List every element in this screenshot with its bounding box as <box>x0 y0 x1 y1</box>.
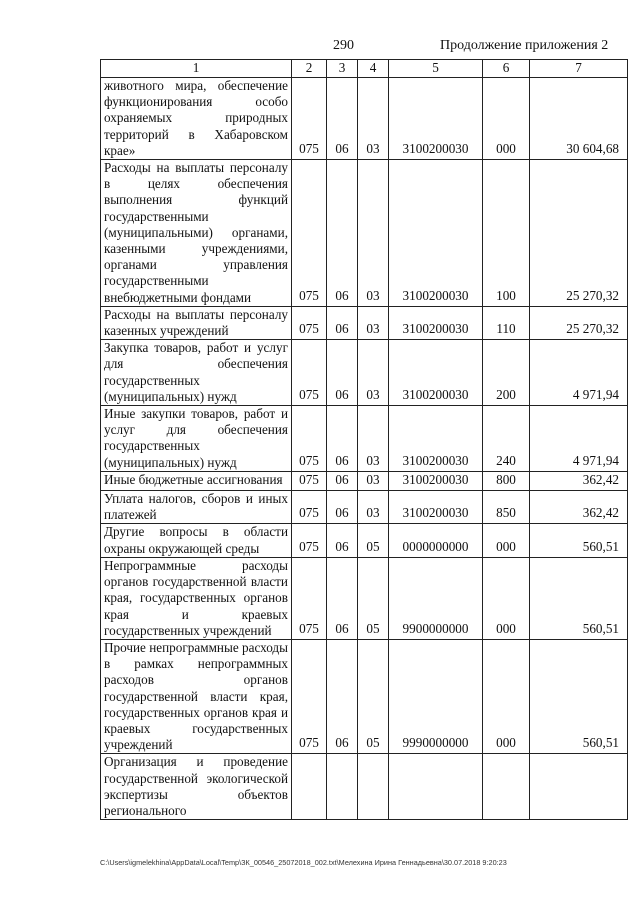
cell-subsection: 03 <box>358 471 389 490</box>
cell-section: 06 <box>327 306 358 339</box>
cell-subsection: 03 <box>358 406 389 472</box>
cell-amount: 362,42 <box>530 491 628 524</box>
cell-section: 06 <box>327 491 358 524</box>
cell-amount: 30 604,68 <box>530 78 628 160</box>
cell-expense-type: 000 <box>483 639 530 753</box>
cell-expense-type: 110 <box>483 306 530 339</box>
row-name: Организация и проведение государственной экологической экспертизы объектов регионального <box>101 754 292 820</box>
cell-amount: 560,51 <box>530 639 628 753</box>
table-row <box>101 78 628 160</box>
cell-subsection: 03 <box>358 160 389 307</box>
table-row <box>101 406 628 472</box>
table-row <box>101 160 628 307</box>
table-row <box>101 754 628 820</box>
cell-expense-type: 000 <box>483 557 530 639</box>
cell-section: 06 <box>327 340 358 406</box>
table-row <box>101 639 628 753</box>
table-header-row <box>101 60 628 78</box>
cell-ministry: 075 <box>292 406 327 472</box>
row-name: Прочие непрограммные расходы в рамках непрограммных расходов органов государственной власти края, государственных органов края и краевых государственных учреждений <box>101 639 292 753</box>
cell-expense-type: 200 <box>483 340 530 406</box>
column-header: 1 <box>101 60 292 78</box>
cell-amount: 25 270,32 <box>530 160 628 307</box>
cell-target: 3100200030 <box>389 340 483 406</box>
cell-section: 06 <box>327 639 358 753</box>
cell-target: 0000000000 <box>389 524 483 557</box>
cell-ministry: 075 <box>292 491 327 524</box>
column-header: 2 <box>292 60 327 78</box>
cell-section: 06 <box>327 471 358 490</box>
cell-ministry: 075 <box>292 557 327 639</box>
cell-target: 3100200030 <box>389 406 483 472</box>
column-header: 4 <box>358 60 389 78</box>
row-name: Иные закупки товаров, работ и услуг для обеспечения государственных (муниципальных) нужд <box>101 406 292 472</box>
column-header: 5 <box>389 60 483 78</box>
cell-ministry: 075 <box>292 524 327 557</box>
row-name: Другие вопросы в области охраны окружающей среды <box>101 524 292 557</box>
cell-ministry: 075 <box>292 340 327 406</box>
cell-ministry: 075 <box>292 471 327 490</box>
table-row <box>101 557 628 639</box>
continuation-caption: Продолжение приложения 2 <box>440 38 609 53</box>
cell-amount: 560,51 <box>530 524 628 557</box>
cell-section: 06 <box>327 78 358 160</box>
cell-section: 06 <box>327 406 358 472</box>
cell-expense-type: 800 <box>483 471 530 490</box>
cell-subsection: 05 <box>358 557 389 639</box>
cell-subsection <box>358 754 389 820</box>
table-row <box>101 471 628 490</box>
table-row <box>101 306 628 339</box>
column-header: 6 <box>483 60 530 78</box>
budget-table <box>100 59 628 820</box>
cell-section <box>327 754 358 820</box>
cell-ministry: 075 <box>292 639 327 753</box>
cell-expense-type: 240 <box>483 406 530 472</box>
row-name: Расходы на выплаты персоналу в целях обеспечения выполнения функций государственными (муниципальными) органами, казенными учреждениями, органами управления государственными внебюджетными фондами <box>101 160 292 307</box>
cell-section: 06 <box>327 524 358 557</box>
cell-expense-type: 000 <box>483 524 530 557</box>
cell-expense-type <box>483 754 530 820</box>
cell-subsection: 03 <box>358 491 389 524</box>
cell-target: 9990000000 <box>389 639 483 753</box>
cell-amount: 4 971,94 <box>530 340 628 406</box>
cell-subsection: 03 <box>358 340 389 406</box>
table-row <box>101 491 628 524</box>
cell-amount: 362,42 <box>530 471 628 490</box>
cell-ministry: 075 <box>292 78 327 160</box>
cell-target: 3100200030 <box>389 471 483 490</box>
cell-target: 3100200030 <box>389 306 483 339</box>
row-name: Непрограммные расходы органов государственной власти края, государственных органов края и краевых государственных учреждений <box>101 557 292 639</box>
cell-ministry: 075 <box>292 160 327 307</box>
cell-section: 06 <box>327 557 358 639</box>
cell-expense-type: 000 <box>483 78 530 160</box>
cell-section: 06 <box>327 160 358 307</box>
table-row <box>101 524 628 557</box>
cell-subsection: 03 <box>358 306 389 339</box>
column-header: 7 <box>530 60 628 78</box>
cell-amount: 25 270,32 <box>530 306 628 339</box>
cell-subsection: 05 <box>358 639 389 753</box>
cell-target: 9900000000 <box>389 557 483 639</box>
cell-subsection: 03 <box>358 78 389 160</box>
row-name: Закупка товаров, работ и услуг для обеспечения государственных (муниципальных) нужд <box>101 340 292 406</box>
cell-ministry <box>292 754 327 820</box>
cell-ministry: 075 <box>292 306 327 339</box>
cell-expense-type: 100 <box>483 160 530 307</box>
cell-amount <box>530 754 628 820</box>
cell-amount: 560,51 <box>530 557 628 639</box>
cell-amount: 4 971,94 <box>530 406 628 472</box>
file-path-footer: C:\Users\igmelekhina\AppData\Local\Temp\ЗК_00546_25072018_002.txt\Мелехина Ирина Геннадьевна\30.07.2018 9:20:23 <box>100 858 507 867</box>
cell-target <box>389 754 483 820</box>
page-number: 290 <box>333 38 354 53</box>
cell-target: 3100200030 <box>389 160 483 307</box>
cell-subsection: 05 <box>358 524 389 557</box>
cell-target: 3100200030 <box>389 491 483 524</box>
cell-target: 3100200030 <box>389 78 483 160</box>
row-name: Иные бюджетные ассигнования <box>101 471 292 490</box>
column-header: 3 <box>327 60 358 78</box>
row-name: Расходы на выплаты персоналу казенных учреждений <box>101 306 292 339</box>
row-name: животного мира, обеспечение функционирования особо охраняемых природных территорий в Хабаровском крае» <box>101 78 292 160</box>
cell-expense-type: 850 <box>483 491 530 524</box>
row-name: Уплата налогов, сборов и иных платежей <box>101 491 292 524</box>
table-row <box>101 340 628 406</box>
